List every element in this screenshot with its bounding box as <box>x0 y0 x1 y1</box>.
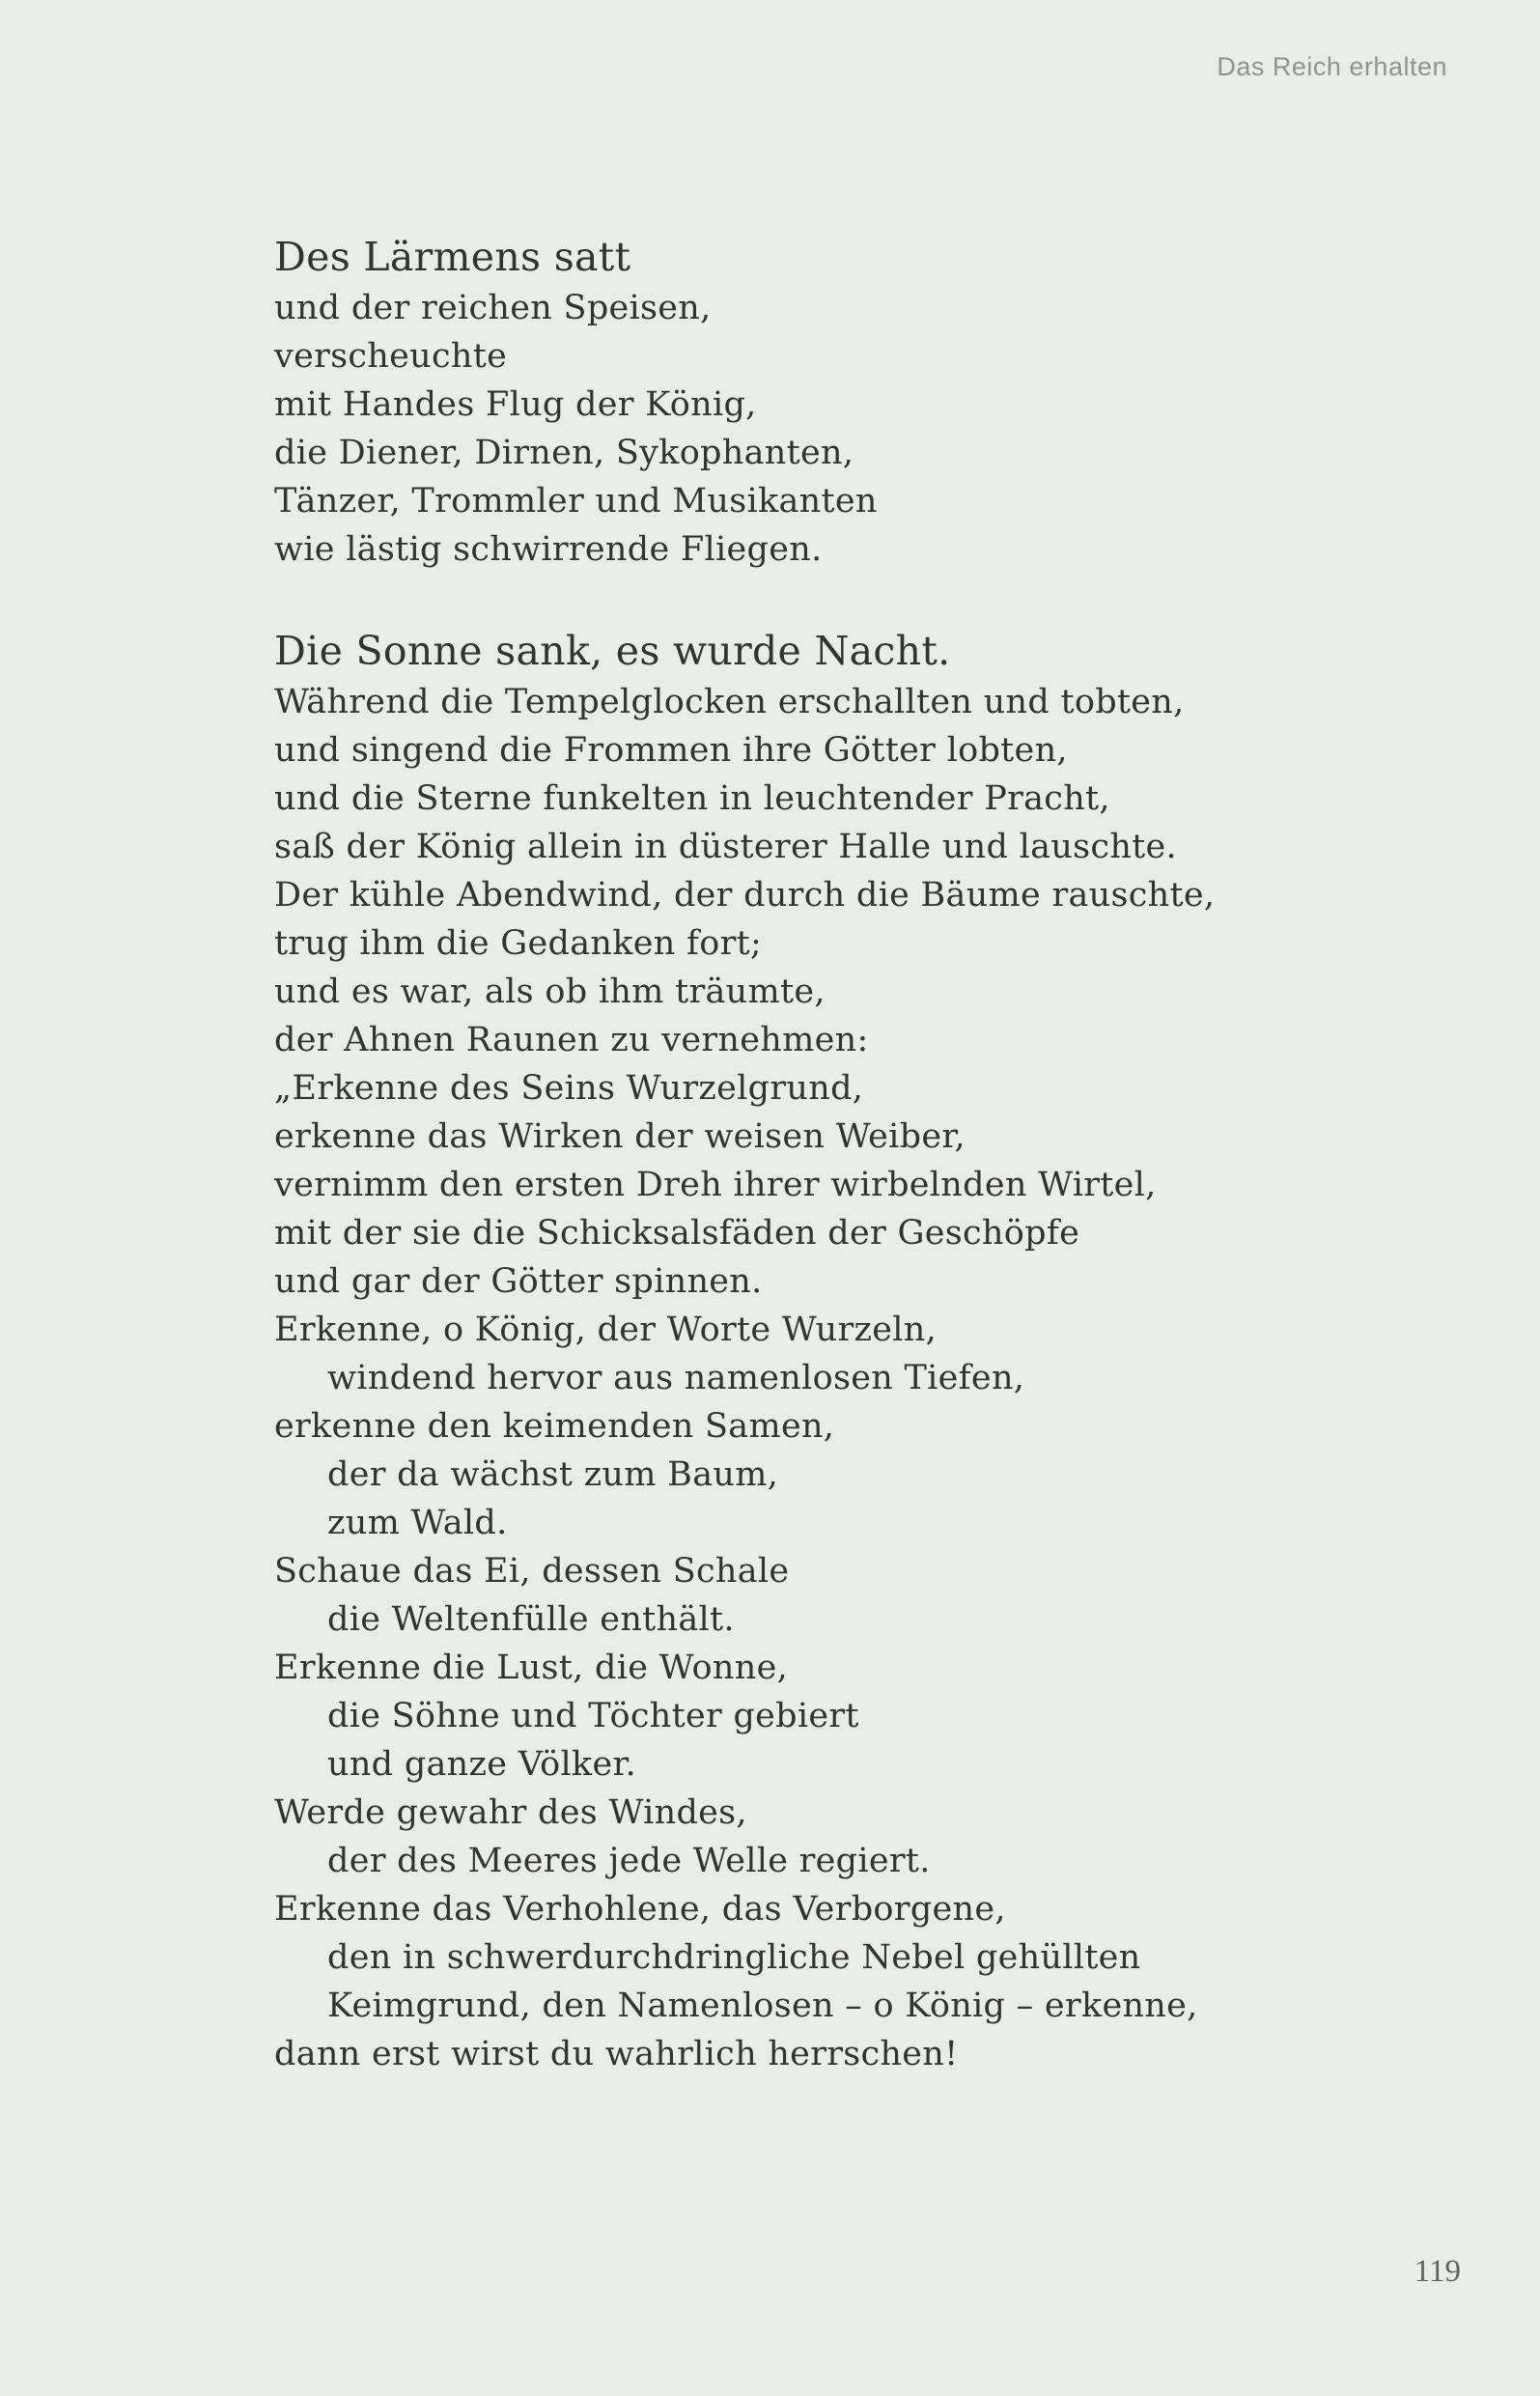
poem-line: und die Sterne funkelten in leuchtender Pracht, <box>274 779 1110 818</box>
poem-stanza <box>274 624 1385 2078</box>
poem-line: und ganze Völker. <box>327 1745 637 1784</box>
page-number: 119 <box>1414 2254 1461 2289</box>
poem-line: Während die Tempelglocken erschallten und tobten, <box>274 683 1185 721</box>
poem-line: der da wächst zum Baum, <box>327 1455 779 1494</box>
poem-line: Schaue das Ei, dessen Schale <box>274 1552 790 1591</box>
poem-line: der des Meeres jede Welle regiert. <box>327 1842 931 1880</box>
poem-line: mit der sie die Schicksalsfäden der Geschöpfe <box>274 1214 1080 1253</box>
poem-line: windend hervor aus namenlosen Tiefen, <box>327 1359 1025 1397</box>
poem-line: Tänzer, Trommler und Musikanten <box>274 482 878 521</box>
poem-line: und der reichen Speisen, <box>274 289 712 327</box>
poem-line: und gar der Götter spinnen. <box>274 1262 763 1301</box>
poem-line: verscheuchte <box>274 337 508 376</box>
poem-line: vernimm den ersten Dreh ihrer wirbelnden Wirtel, <box>274 1166 1157 1204</box>
poem-line: wie lästig schwirrende Fliegen. <box>274 530 823 569</box>
stanza-opening-line: Die Sonne sank, es wurde Nacht. <box>274 628 951 674</box>
poem-line: der Ahnen Raunen zu vernehmen: <box>274 1021 869 1059</box>
poem-line: Der kühle Abendwind, der durch die Bäume rauschte, <box>274 876 1216 915</box>
poem-line: mit Handes Flug der König, <box>274 385 757 424</box>
poem-line: und singend die Frommen ihre Götter lobten, <box>274 731 1068 770</box>
poem-line: Erkenne die Lust, die Wonne, <box>274 1649 789 1687</box>
poem-line: und es war, als ob ihm träumte, <box>274 972 826 1011</box>
poem-line: zum Wald. <box>327 1504 508 1542</box>
poem-line: den in schwerdurchdringliche Nebel gehüllten <box>327 1938 1141 1977</box>
poem-line: Werde gewahr des Windes, <box>274 1793 747 1832</box>
poem-line: Erkenne das Verhohlene, das Verborgene, <box>274 1890 1006 1929</box>
stanza-opening-line: Des Lärmens satt <box>274 234 631 280</box>
poem-line: saß der König allein in düsterer Halle und lauschte. <box>274 828 1177 866</box>
poem-line: „Erkenne des Seins Wurzelgrund, <box>274 1069 864 1108</box>
poem-line: die Weltenfülle enthält. <box>327 1600 735 1639</box>
poem-line: die Diener, Dirnen, Sykophanten, <box>274 434 854 472</box>
poem-line: Erkenne, o König, der Worte Wurzeln, <box>274 1311 938 1349</box>
poem-line: die Söhne und Töchter gebiert <box>327 1697 859 1735</box>
poem-line: dann erst wirst du wahrlich herrschen! <box>274 2035 959 2073</box>
poem-stanza <box>274 230 1385 574</box>
poem <box>274 230 1385 2128</box>
running-header: Das Reich erhalten <box>1217 52 1447 81</box>
poem-line: erkenne das Wirken der weisen Weiber, <box>274 1117 966 1156</box>
poem-line: trug ihm die Gedanken fort; <box>274 924 763 963</box>
poem-line: Keimgrund, den Namenlosen – o König – erkenne, <box>327 1987 1198 2025</box>
poem-line: erkenne den keimenden Samen, <box>274 1407 835 1446</box>
